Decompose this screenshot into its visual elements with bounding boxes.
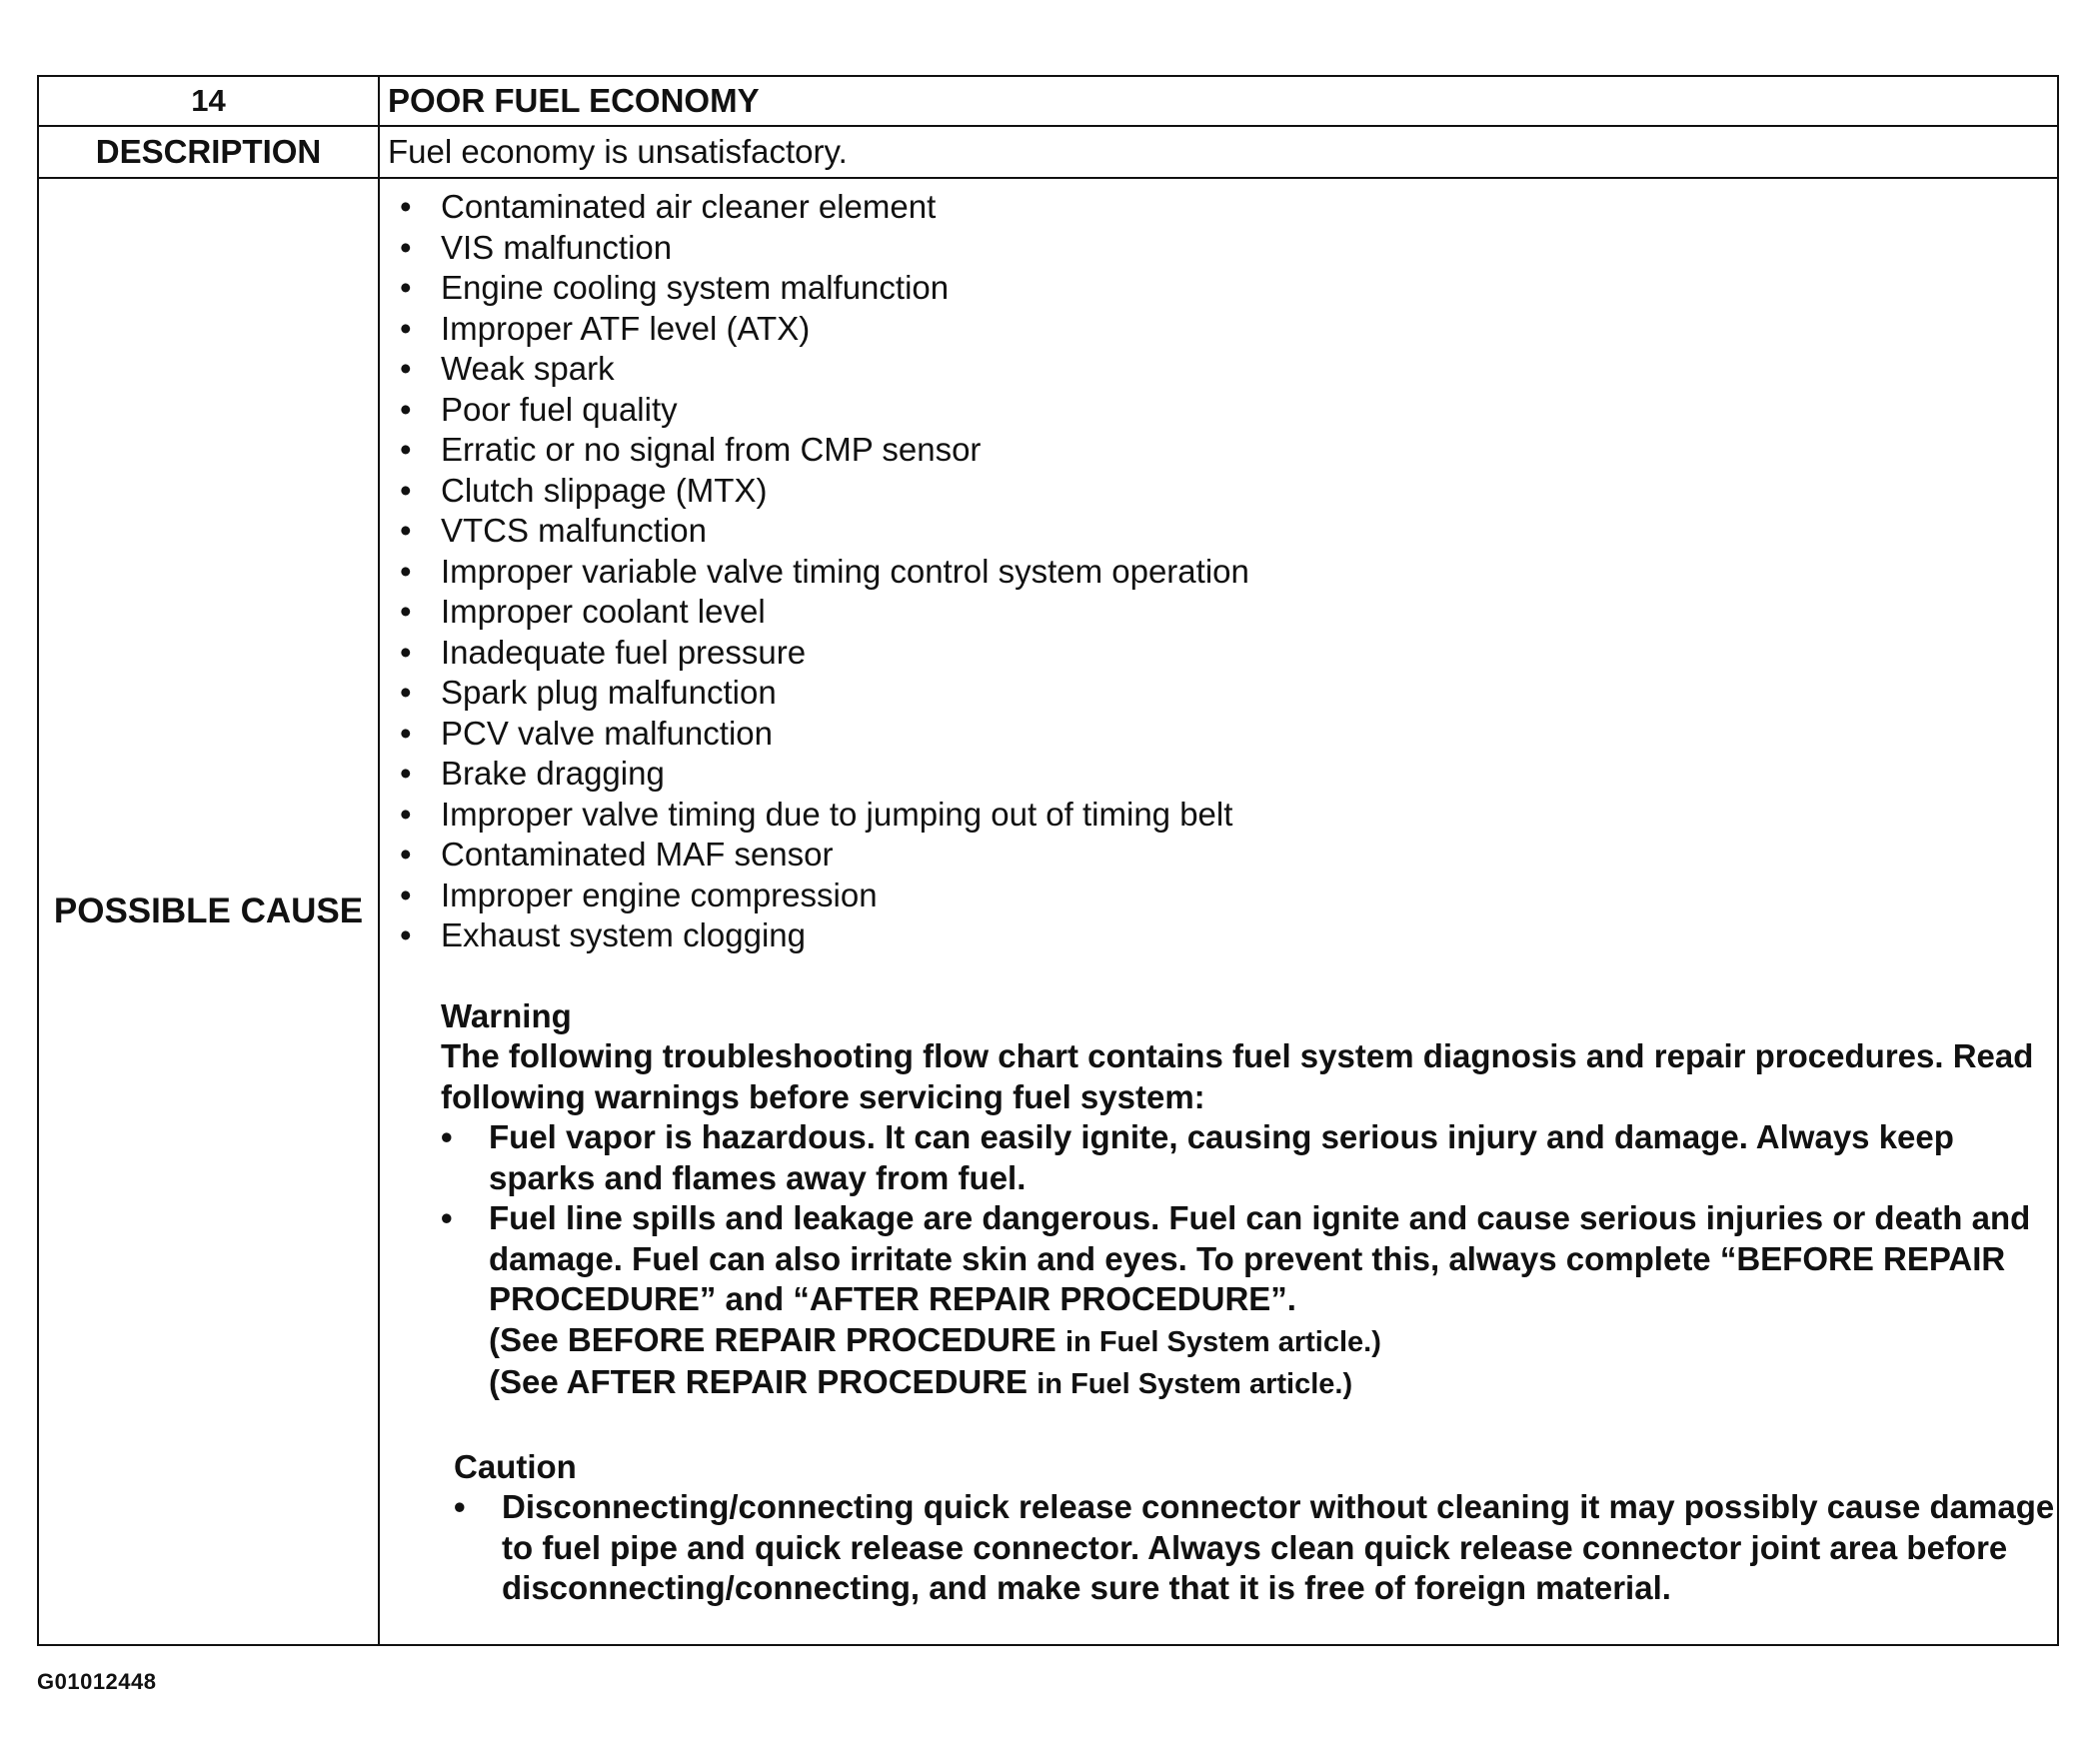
possible-cause-row [38,178,2058,1645]
figure-id: G01012448 [37,1669,157,1694]
see-after-repair-reference [489,1362,2057,1405]
warning-intro: The following troubleshooting flow chart contains fuel system diagnosis and repair procedures. Read following warnings before servicing fuel system: [441,1037,2034,1115]
possible-cause-label: POSSIBLE CAUSE [38,178,379,1645]
caution-list [454,1487,2057,1609]
cause-item: • Improper engine compression [400,876,2057,916]
cause-item: • Brake dragging [400,754,2057,795]
step-number: 14 [38,76,379,126]
cause-item: • PCV valve malfunction [400,714,2057,755]
symptom-title: POOR FUEL ECONOMY [379,76,2058,126]
cause-item: • Contaminated air cleaner element [400,187,2057,228]
warning-item: • Fuel vapor is hazardous. It can easily ignite, causing serious injury and damage. Always keep sparks and flames away from fuel. [441,1117,2057,1198]
cause-item: • VIS malfunction [400,228,2057,269]
caution-title: Caution [454,1447,577,1485]
cause-item: • Spark plug malfunction [400,673,2057,714]
warning-item-with-refs [441,1198,2057,1405]
cause-item: • Clutch slippage (MTX) [400,471,2057,512]
warning-item: Fuel line spills and leakage are dangerous. Fuel can ignite and cause serious injuries or death and damage. Fuel can also irritate skin and eyes. To prevent this, always complete “BEFORE REPAIR PROCEDURE” and “AFTER REPAIR PROCEDURE”. [489,1199,2031,1317]
cause-item: • Exhaust system clogging [400,915,2057,956]
cause-item: • Erratic or no signal from CMP sensor [400,430,2057,471]
possible-cause-content [379,178,2058,1645]
caution-item: • Disconnecting/connecting quick release connector without cleaning it may possibly cause damage to fuel pipe and quick release connector. Always clean quick release connector joint area before disconnecting/connecting, and make sure that it is free of foreign material. [454,1487,2057,1609]
warning-title: Warning [441,996,572,1034]
diagnosis-table [37,75,2059,1646]
cause-item: • Inadequate fuel pressure [400,633,2057,674]
cause-item: • Contaminated MAF sensor [400,835,2057,876]
see-after-suffix: in Fuel System article.) [1037,1368,1353,1400]
cause-item: • VTCS malfunction [400,511,2057,552]
cause-item: • Poor fuel quality [400,390,2057,431]
description-row [38,126,2058,178]
warning-block [441,996,2057,1405]
cause-item: • Improper ATF level (ATX) [400,309,2057,350]
cause-item: • Engine cooling system malfunction [400,268,2057,309]
see-before-prefix: (See BEFORE REPAIR PROCEDURE [489,1320,1056,1358]
cause-item: • Improper valve timing due to jumping out of timing belt [400,795,2057,836]
header-row [38,76,2058,126]
see-after-prefix: (See AFTER REPAIR PROCEDURE [489,1363,1029,1400]
cause-list [380,187,2057,956]
caution-block [454,1447,2057,1609]
description-label: DESCRIPTION [38,126,379,178]
see-before-suffix: in Fuel System article.) [1065,1325,1381,1358]
cause-item: • Improper coolant level [400,592,2057,633]
description-text: Fuel economy is unsatisfactory. [379,126,2058,178]
see-before-repair-reference [489,1320,2057,1363]
warning-list [441,1117,2057,1405]
cause-item: • Improper variable valve timing control system operation [400,552,2057,593]
cause-item: • Weak spark [400,349,2057,390]
